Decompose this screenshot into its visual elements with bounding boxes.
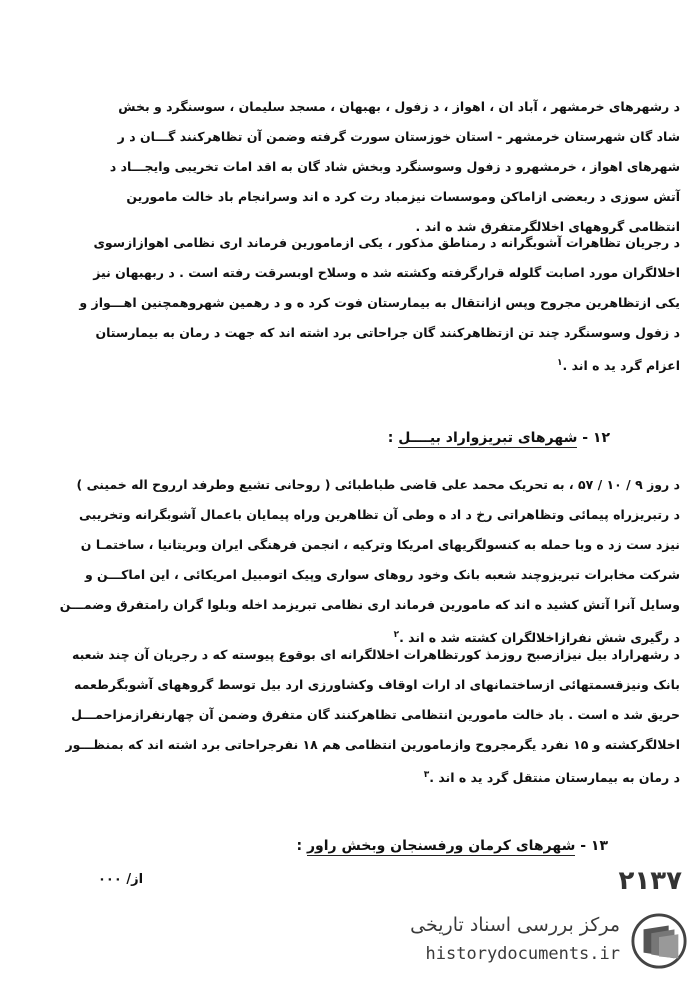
section-13-heading [296, 838, 608, 854]
text-line: د رشهرهای خرمشهر ، آباد ان ، اهواز ، د زفول ، بهبهان ، مسجد سلیمان ، سوسنگرد و بخش [118, 99, 680, 114]
text-line: بانک ونیزقسمتهائی ازساختمانهای اد ارات اوقاف وکشاورزی ارد بیل توسط گروههای آشوبگرطعمه [74, 677, 680, 692]
section-colon: : [387, 430, 394, 446]
section-12-heading [388, 430, 610, 446]
text-line: اعزام گرد ید ه اند . [562, 358, 680, 374]
text-line: د رگیری شش نفرازاخلالگران کشته شد ه اند . [399, 630, 680, 646]
text-line: وسایل آنرا آتش کشید ه اند که مامورین فرماند اری نظامی تبریزمد اخله وبلوا گران رامتفرق وضمـــن [59, 597, 680, 612]
text-line: د رمان به بیمارستان منتقل گرد ید ه اند . [429, 770, 680, 786]
text-line-with-footnote [92, 348, 680, 378]
footnote-marker: ۲ [393, 630, 400, 640]
text-line: اخلالگرکشته و ۱۵ نفرد یگرمجروح وازمامورین انتظامی هم ۱۸ نفرجراحاتی برد اشته اند که بمنظـــور [65, 737, 680, 752]
text-line: شهرهای اهواز ، خرمشهرو د زفول وسوسنگرد وبخش شاد گان به اقد امات تخریبی وایجـــاد د [109, 159, 680, 174]
text-line: نیزد ست زد ه وبا حمله به کنسولگریهای امریکا وترکیه ، انجمن فرهنگی ایران وبریتانیا ، ساختمـا ن [80, 537, 680, 552]
reference-note: از/ ۰۰۰ [98, 872, 144, 887]
archive-logo-icon [630, 912, 688, 970]
paragraph-3 [59, 470, 680, 650]
text-line: د روز ۹ / ۱۰ / ۵۷ ، به تحریک محمد علی قاضی طباطبائی ( روحانی تشیع وطرفد ارروح اله خمینی ) [76, 477, 680, 492]
section-number: ۱۲ - [582, 430, 610, 446]
section-colon: : [296, 838, 303, 854]
text-line: آتش سوزی د ربعضی ازاماکن وموسسات نیزمباد رت کرد ه اند وسرانجام باد خالت مامورین [126, 189, 680, 204]
paragraph-1 [92, 92, 680, 242]
text-line-with-footnote [92, 760, 680, 790]
section-title: شهرهای تبریزواراد بیــــل [398, 430, 578, 446]
text-line: یکی ازتظاهرین مجروح وپس ازانتقال به بیمارستان فوت کرد ه و د رهمین شهروهمچنین اهـــواز و [79, 295, 680, 310]
text-line: د رجریان تظاهرات آشوبگرانه د رمناطق مذکور ، یکی ازمامورین فرماند اری نظامی اهوازازسوی [93, 235, 680, 250]
text-line: د رشهراراد بیل نیزازصبح روزمذ کورتظاهرات اخلالگرانه ای بوقوع پیوسته که د رجریان آن چند شعبه [71, 647, 680, 662]
section-title: شهرهای کرمان ورفسنجان وبخش راور [306, 838, 576, 854]
text-line: حریق شد ه است . باد خالت مامورین انتظامی تظاهرکنند گان متفرق وضمن آن چهارنفرازمزاحمـــل [71, 707, 680, 722]
footnote-marker: ۱ [556, 358, 563, 368]
page-number: ۲۱۳۷ [618, 866, 682, 896]
watermark-url: historydocuments.ir [425, 944, 620, 964]
text-line: انتظامی گروههای اخلالگرمتفرق شد ه اند . [415, 219, 680, 234]
text-line: د رتبریزراه پیمائی وتظاهراتی رخ د اد ه وطی آن تظاهرین وراه پیمایان باعمال آشوبگرانه وتخریبی [79, 507, 680, 522]
text-line: اخلالگران مورد اصابت گلوله قرارگرفته وکشته شد ه وسلاح اوبسرقت رفته است . د ربهبهان نیز [93, 265, 680, 280]
watermark-title: مرکز بررسی اسناد تاریخی [410, 914, 620, 936]
paragraph-4 [65, 640, 680, 790]
text-line: د زفول وسوسنگرد چند تن ازتظاهرکنند گان جراحاتی برد اشته اند که جهت د رمان به بیمارستان [95, 325, 680, 340]
footnote-marker: ۳ [423, 770, 430, 780]
section-number: ۱۳ - [580, 838, 608, 854]
watermark [400, 908, 690, 978]
text-line: شرکت مخابرات تبریزوچند شعبه بانک وخود روهای سواری وپیک اتومبیل امریکائی ، این اماکـــن و [84, 567, 680, 582]
paragraph-2 [79, 228, 680, 378]
text-line: شاد گان شهرستان خرمشهر - استان خوزستان سورت گرفته وضمن آن تظاهرکنند گـــان د ر [117, 129, 680, 144]
